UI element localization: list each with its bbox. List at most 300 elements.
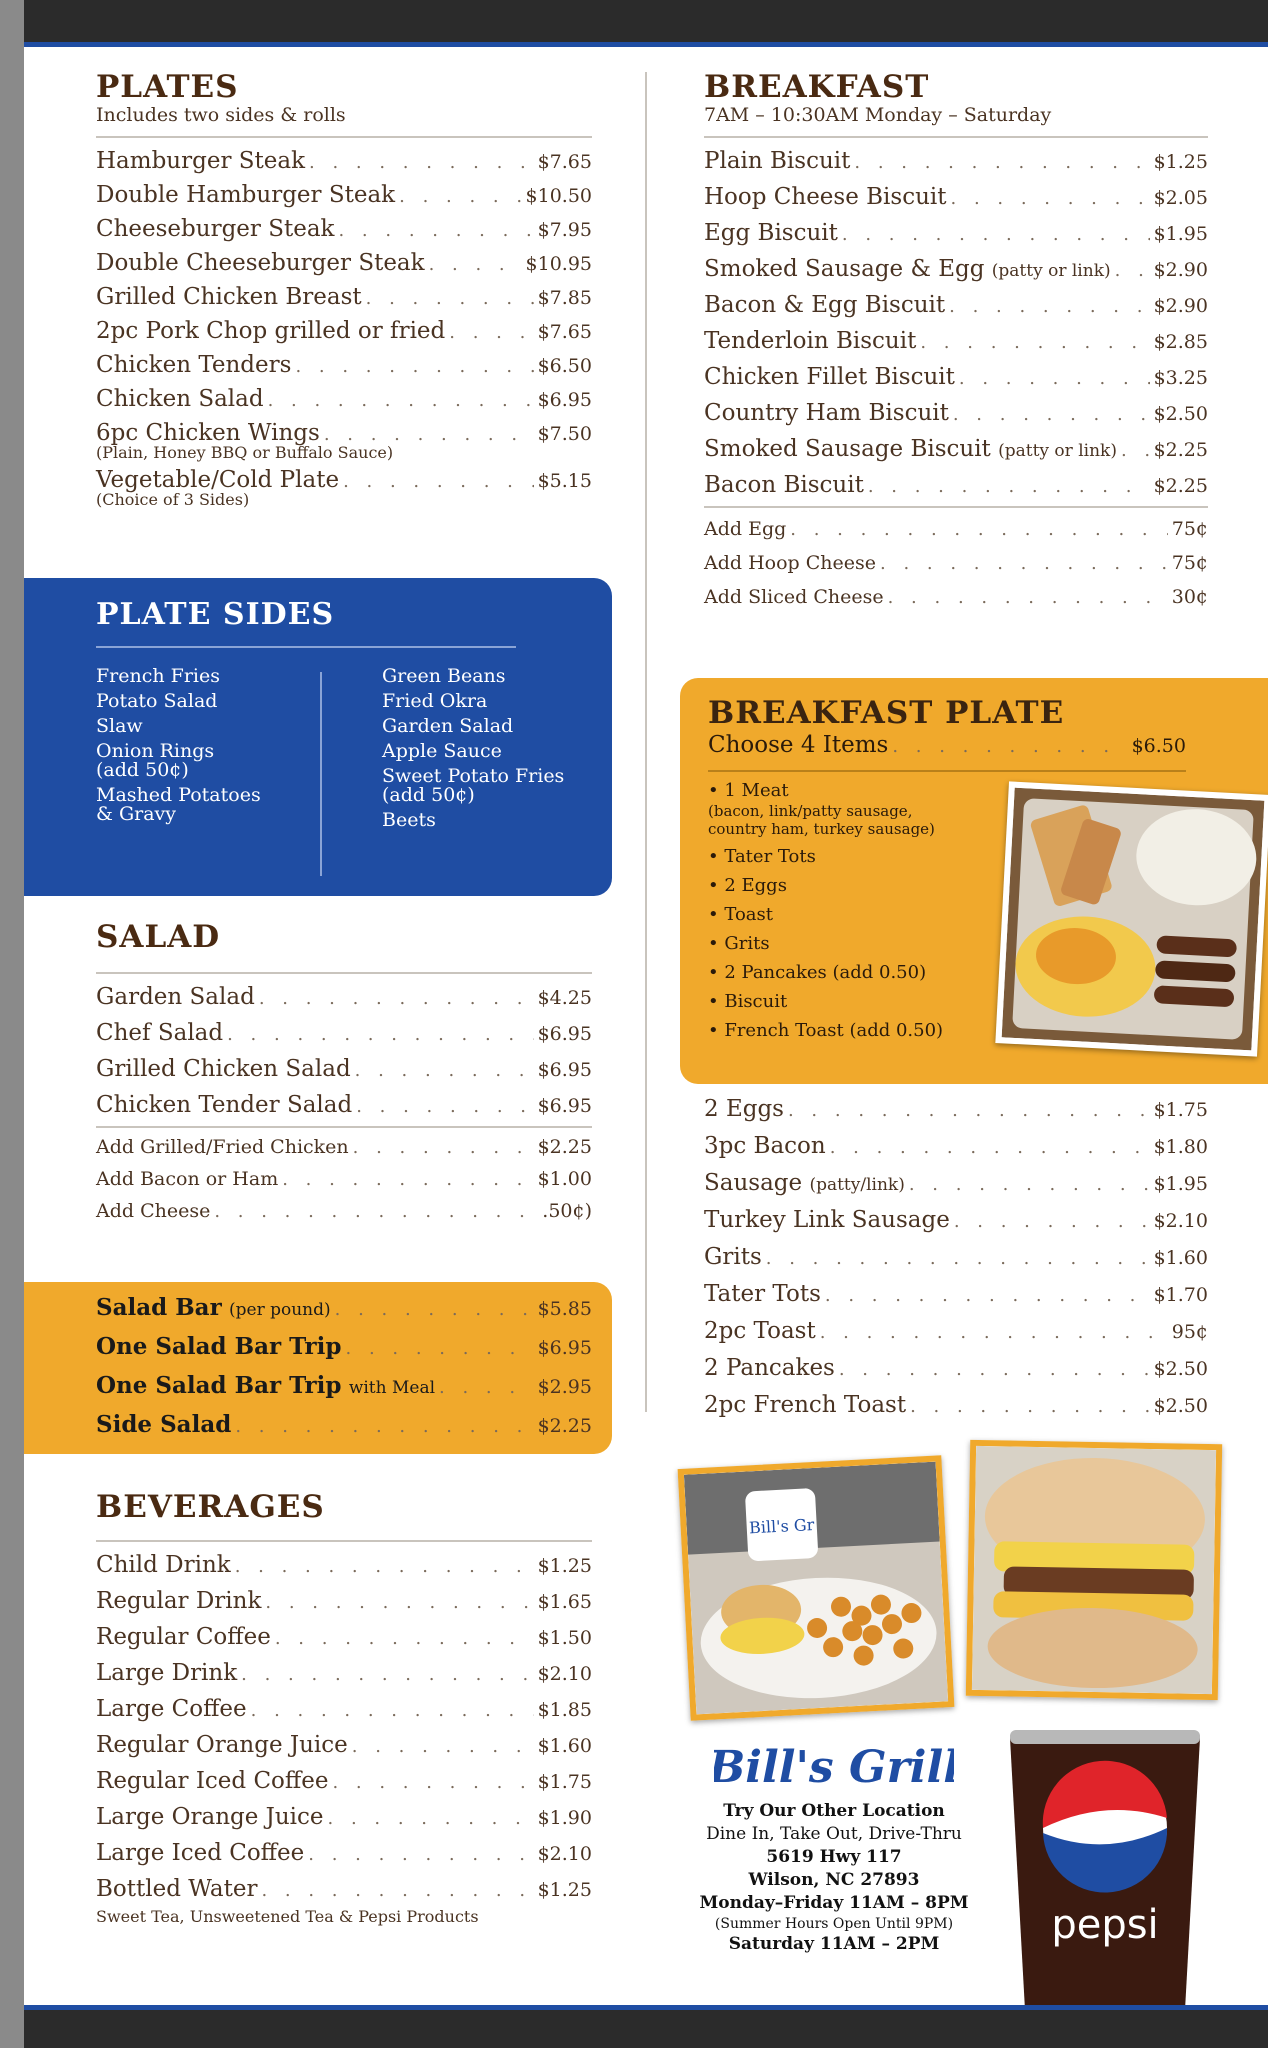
leader-dots bbox=[880, 553, 1168, 574]
item-name bbox=[96, 1804, 324, 1830]
item-price: $1.25 bbox=[537, 1555, 592, 1577]
menu-item bbox=[704, 292, 1208, 318]
side-item: Green Beans bbox=[382, 665, 506, 687]
item-name bbox=[96, 1768, 328, 1794]
item-price: $1.95 bbox=[1153, 223, 1208, 245]
leader-dots bbox=[343, 471, 534, 492]
item-name bbox=[704, 1096, 784, 1122]
item-name-text: 3pc Bacon bbox=[704, 1133, 826, 1159]
menu-item bbox=[96, 182, 592, 208]
leader-dots bbox=[235, 1556, 534, 1577]
leader-dots bbox=[335, 1299, 534, 1320]
item-price: 75¢ bbox=[1171, 518, 1208, 540]
menu-item bbox=[96, 1840, 592, 1866]
leader-dots bbox=[888, 587, 1168, 608]
item-price: $6.95 bbox=[537, 1337, 592, 1359]
location-address-2: Wilson, NC 27893 bbox=[748, 1870, 920, 1890]
item-price: $1.85 bbox=[537, 1699, 592, 1721]
leader-dots bbox=[259, 988, 534, 1009]
item-name bbox=[704, 220, 838, 246]
item-name-text: Add Sliced Cheese bbox=[704, 586, 884, 608]
item-name-text: Chicken Fillet Biscuit bbox=[704, 364, 955, 390]
leader-dots bbox=[275, 1628, 534, 1649]
item-price: 95¢ bbox=[1171, 1321, 1208, 1343]
beverages-section bbox=[96, 1490, 592, 1925]
breakfast-plate-title: BREAKFAST PLATE bbox=[708, 695, 1065, 731]
item-name-text: Child Drink bbox=[96, 1552, 231, 1578]
item-price: $2.05 bbox=[1153, 187, 1208, 209]
menu-item bbox=[96, 1624, 592, 1650]
item-extra: (patty or link) bbox=[998, 441, 1117, 461]
item-name-text: Regular Coffee bbox=[96, 1624, 271, 1650]
item-name-text: Chicken Salad bbox=[96, 386, 264, 412]
item-price: $2.50 bbox=[1153, 1395, 1208, 1417]
leader-dots bbox=[449, 322, 533, 343]
menu-item bbox=[96, 984, 592, 1010]
plates-subtitle: Includes two sides & rolls bbox=[96, 104, 346, 126]
plates-title: PLATES bbox=[96, 69, 239, 105]
plates-section bbox=[96, 70, 592, 508]
side-item: & Gravy bbox=[96, 803, 177, 825]
item-price: $1.80 bbox=[1153, 1136, 1208, 1158]
item-name bbox=[96, 1588, 261, 1614]
item-price: $5.85 bbox=[537, 1298, 592, 1320]
item-name bbox=[704, 1392, 906, 1418]
location-address-1: 5619 Hwy 117 bbox=[766, 1847, 902, 1867]
menu-item bbox=[704, 1392, 1208, 1418]
item-name bbox=[96, 352, 291, 378]
leader-dots bbox=[214, 1201, 538, 1222]
item-name bbox=[96, 148, 305, 174]
item-name bbox=[96, 1056, 351, 1082]
item-price: $1.75 bbox=[537, 1771, 592, 1793]
side-item: Fried Okra bbox=[382, 690, 488, 712]
plate-option: • Biscuit bbox=[708, 991, 788, 1012]
leader-dots bbox=[892, 736, 1127, 757]
menu-item bbox=[96, 386, 592, 412]
item-name bbox=[96, 984, 255, 1010]
item-name-text: Grilled Chicken Breast bbox=[96, 284, 362, 310]
side-item: Mashed Potatoes bbox=[96, 784, 261, 806]
side-item: Potato Salad bbox=[96, 690, 218, 712]
choose-price: $6.50 bbox=[1131, 735, 1186, 757]
item-name-text: One Salad Bar Trip bbox=[96, 1372, 342, 1399]
side-item: Apple Sauce bbox=[382, 740, 502, 762]
menu-item bbox=[704, 364, 1208, 390]
item-price: $2.50 bbox=[1153, 403, 1208, 425]
item-name-text: Turkey Link Sausage bbox=[704, 1207, 950, 1233]
leader-dots bbox=[366, 288, 534, 309]
biscuit-tots-photo bbox=[678, 1455, 955, 1720]
item-name bbox=[96, 1372, 435, 1399]
item-name bbox=[96, 1200, 210, 1222]
choose-label: Choose 4 Items bbox=[708, 732, 889, 758]
divider bbox=[708, 770, 1186, 772]
leader-dots bbox=[439, 1377, 534, 1398]
menu-item bbox=[704, 1170, 1208, 1196]
item-name bbox=[704, 292, 945, 318]
side-item: Slaw bbox=[96, 715, 143, 737]
item-name-text: Vegetable/Cold Plate bbox=[96, 467, 340, 493]
location-hours-note: (Summer Hours Open Until 9PM) bbox=[714, 1916, 954, 1932]
menu-item bbox=[704, 1133, 1208, 1159]
salad-section bbox=[96, 920, 592, 1222]
menu-item bbox=[96, 284, 592, 310]
divider bbox=[96, 1540, 592, 1542]
leader-dots bbox=[332, 1772, 533, 1793]
item-price: 75¢ bbox=[1171, 552, 1208, 574]
beverages-title: BEVERAGES bbox=[96, 1489, 325, 1525]
item-name bbox=[96, 1168, 278, 1190]
item-name-text: 2pc Toast bbox=[704, 1318, 816, 1344]
item-name bbox=[704, 400, 949, 426]
item-name bbox=[704, 1207, 950, 1233]
item-extra: (patty/link) bbox=[809, 1175, 905, 1195]
menu-item bbox=[96, 1136, 592, 1158]
item-name bbox=[96, 1876, 257, 1902]
side-item: French Fries bbox=[96, 665, 221, 687]
item-name bbox=[704, 1281, 821, 1307]
item-name-text: Chef Salad bbox=[96, 1020, 224, 1046]
item-name-text: 6pc Chicken Wings bbox=[96, 420, 320, 446]
breakfast-hours: 7AM – 10:30AM Monday – Saturday bbox=[704, 104, 1052, 126]
leader-dots bbox=[309, 152, 534, 173]
location-heading: Try Our Other Location bbox=[723, 1801, 945, 1821]
menu-item bbox=[704, 552, 1208, 574]
leader-dots bbox=[261, 1880, 533, 1901]
menu-item bbox=[96, 352, 592, 378]
item-name-text: Add Hoop Cheese bbox=[704, 552, 876, 574]
item-name-text: One Salad Bar Trip bbox=[96, 1333, 342, 1360]
item-name bbox=[96, 250, 425, 276]
item-extra: with Meal bbox=[348, 1378, 436, 1398]
beverages-note: Sweet Tea, Unsweetened Tea & Pepsi Products bbox=[96, 1907, 479, 1926]
item-name-text: Add Egg bbox=[704, 518, 787, 540]
item-name bbox=[704, 1170, 905, 1196]
item-name bbox=[704, 1318, 816, 1344]
leader-dots bbox=[854, 152, 1149, 173]
item-price: $7.65 bbox=[537, 151, 592, 173]
leader-dots bbox=[920, 332, 1149, 353]
meat-note-1: (bacon, link/patty sausage, bbox=[708, 802, 913, 820]
side-item: Sweet Potato Fries bbox=[382, 765, 565, 787]
plate-option: • 2 Pancakes (add 0.50) bbox=[708, 962, 927, 983]
plate-sides-right bbox=[382, 664, 564, 833]
item-price: $1.25 bbox=[1153, 151, 1208, 173]
breakfast-plate-choose bbox=[708, 732, 1186, 758]
menu-item bbox=[704, 472, 1208, 498]
item-name bbox=[704, 184, 947, 210]
item-price: $7.65 bbox=[537, 321, 592, 343]
pepsi-cup-image bbox=[1000, 1718, 1210, 2010]
item-extra: (patty or link) bbox=[991, 261, 1111, 281]
leader-dots bbox=[235, 1416, 533, 1437]
item-price: $6.95 bbox=[537, 1023, 592, 1045]
menu-item bbox=[96, 216, 592, 242]
item-name-text: Bacon & Egg Biscuit bbox=[704, 292, 946, 318]
mug-text: Bill's Gr bbox=[748, 1515, 815, 1538]
divider bbox=[96, 1126, 592, 1128]
item-name bbox=[96, 182, 395, 208]
item-price: $1.50 bbox=[537, 1627, 592, 1649]
item-price: $3.25 bbox=[1153, 367, 1208, 389]
item-price: $10.50 bbox=[525, 185, 592, 207]
leader-dots bbox=[399, 186, 521, 207]
item-price: $7.95 bbox=[537, 219, 592, 241]
leader-dots bbox=[251, 1700, 534, 1721]
item-name-text: Plain Biscuit bbox=[704, 148, 851, 174]
item-name bbox=[96, 1136, 349, 1158]
item-price: $2.10 bbox=[537, 1663, 592, 1685]
breakfast-title: BREAKFAST bbox=[704, 69, 930, 105]
menu-item bbox=[96, 148, 592, 174]
breakfast-plate-box bbox=[680, 678, 1268, 1084]
item-name-text: 2pc French Toast bbox=[704, 1392, 907, 1418]
leader-dots bbox=[324, 424, 534, 445]
menu-item bbox=[96, 1056, 592, 1082]
leader-dots bbox=[953, 404, 1150, 425]
top-bar bbox=[24, 0, 1268, 47]
menu-item bbox=[96, 250, 592, 276]
menu-item bbox=[704, 256, 1208, 282]
item-name bbox=[704, 328, 916, 354]
side-item: (add 50¢) bbox=[382, 784, 475, 806]
item-name bbox=[96, 1020, 223, 1046]
menu-item bbox=[704, 518, 1208, 540]
item-name-text: Large Orange Juice bbox=[96, 1804, 324, 1830]
item-name-text: Double Hamburger Steak bbox=[96, 182, 396, 208]
item-price: $1.60 bbox=[1153, 1247, 1208, 1269]
side-item: Garden Salad bbox=[382, 715, 514, 737]
sandwich-photo bbox=[966, 1440, 1222, 1700]
item-name bbox=[96, 1411, 231, 1438]
item-price: $7.50 bbox=[537, 423, 592, 445]
leader-dots bbox=[429, 254, 522, 275]
item-name bbox=[704, 148, 850, 174]
item-name bbox=[96, 1624, 271, 1650]
leader-dots bbox=[328, 1808, 534, 1829]
item-name-text: Large Drink bbox=[96, 1660, 238, 1686]
divider bbox=[96, 646, 516, 648]
menu-item bbox=[96, 1696, 592, 1722]
plate-sides-left bbox=[96, 664, 261, 827]
menu-item bbox=[704, 400, 1208, 426]
item-price: $1.00 bbox=[537, 1168, 592, 1190]
meat-label: • 1 Meat bbox=[708, 780, 789, 801]
item-price: $1.65 bbox=[537, 1591, 592, 1613]
leader-dots bbox=[842, 224, 1150, 245]
item-name-text: Regular Iced Coffee bbox=[96, 1768, 329, 1794]
leader-dots bbox=[788, 1100, 1150, 1121]
item-name-text: Sausage bbox=[704, 1170, 803, 1196]
item-price: $1.90 bbox=[537, 1807, 592, 1829]
item-name-text: Regular Drink bbox=[96, 1588, 262, 1614]
location-hours-1: Monday–Friday 11AM – 8PM bbox=[699, 1893, 969, 1913]
item-name-text: Large Iced Coffee bbox=[96, 1840, 305, 1866]
leader-dots bbox=[909, 1174, 1150, 1195]
menu-item bbox=[704, 1318, 1208, 1344]
item-name bbox=[96, 284, 362, 310]
item-name-text: Add Grilled/Fried Chicken bbox=[96, 1136, 349, 1158]
item-name bbox=[96, 216, 334, 242]
location-hours-2: Saturday 11AM – 2PM bbox=[728, 1934, 940, 1954]
leader-dots bbox=[227, 1024, 533, 1045]
divider bbox=[704, 506, 1208, 508]
item-name-text: Country Ham Biscuit bbox=[704, 400, 949, 426]
plate-option: • 2 Eggs bbox=[708, 875, 787, 896]
sandwich-image bbox=[972, 1446, 1216, 1694]
leader-dots bbox=[766, 1248, 1150, 1269]
menu-item bbox=[96, 1660, 592, 1686]
logo-text: Bill's Grill bbox=[714, 1742, 954, 1793]
leader-dots bbox=[268, 390, 534, 411]
bills-grill-logo bbox=[714, 1720, 954, 1810]
item-name bbox=[704, 364, 955, 390]
item-name-text: Cheeseburger Steak bbox=[96, 216, 335, 242]
leader-dots bbox=[356, 1096, 533, 1117]
salad-bar-list bbox=[96, 1294, 592, 1438]
menu-item bbox=[96, 1168, 592, 1190]
item-name-text: Salad Bar bbox=[96, 1294, 222, 1321]
item-price: $2.25 bbox=[537, 1415, 592, 1437]
item-note: (Choice of 3 Sides) bbox=[96, 490, 250, 509]
menu-item bbox=[704, 1207, 1208, 1233]
breakfast-sides-list bbox=[704, 1096, 1208, 1418]
plate-option: • French Toast (add 0.50) bbox=[708, 1020, 944, 1041]
item-name bbox=[704, 1244, 762, 1270]
item-name-text: Tenderloin Biscuit bbox=[704, 328, 917, 354]
item-name bbox=[96, 386, 264, 412]
item-name-text: Large Coffee bbox=[96, 1696, 247, 1722]
item-name-text: Hamburger Steak bbox=[96, 148, 306, 174]
leader-dots bbox=[820, 1322, 1168, 1343]
menu-item bbox=[96, 1876, 592, 1902]
plate-sides-box bbox=[24, 578, 612, 896]
menu-item bbox=[704, 328, 1208, 354]
breakfast-plate-photo bbox=[995, 781, 1268, 1056]
leader-dots bbox=[839, 1359, 1150, 1380]
item-price: $6.95 bbox=[537, 389, 592, 411]
leader-dots bbox=[959, 368, 1150, 389]
location-services: Dine In, Take Out, Drive-Thru bbox=[706, 1824, 962, 1844]
item-name bbox=[96, 1696, 247, 1722]
menu-item bbox=[96, 1804, 592, 1830]
item-name-text: Hoop Cheese Biscuit bbox=[704, 184, 947, 210]
item-price: $6.95 bbox=[537, 1095, 592, 1117]
item-price: $1.60 bbox=[537, 1735, 592, 1757]
biscuit-tots-image bbox=[684, 1462, 948, 1715]
leader-dots bbox=[954, 1211, 1150, 1232]
breakfast-section bbox=[704, 70, 1208, 608]
item-name-text: Egg Biscuit bbox=[704, 220, 838, 246]
plate-option: • Toast bbox=[708, 904, 773, 925]
item-name-text: Side Salad bbox=[96, 1411, 232, 1438]
side-item: Onion Rings bbox=[96, 740, 215, 762]
item-name-text: Add Cheese bbox=[96, 1200, 211, 1222]
item-name-text: Garden Salad bbox=[96, 984, 255, 1010]
meat-note-2: country ham, turkey sausage) bbox=[708, 820, 935, 838]
breakfast-plate-image bbox=[1002, 788, 1265, 1051]
item-name bbox=[96, 1732, 348, 1758]
plate-option: • Tater Tots bbox=[708, 846, 816, 867]
item-name bbox=[704, 552, 876, 574]
leader-dots bbox=[910, 1396, 1150, 1417]
item-price: $1.25 bbox=[537, 1879, 592, 1901]
menu-item bbox=[96, 1768, 592, 1794]
item-name bbox=[704, 1355, 835, 1381]
item-name-text: 2 Eggs bbox=[704, 1096, 784, 1122]
item-name-text: Smoked Sausage Biscuit bbox=[704, 436, 991, 462]
item-name bbox=[704, 1133, 826, 1159]
item-name-text: Double Cheeseburger Steak bbox=[96, 250, 425, 276]
salad-title: SALAD bbox=[96, 919, 221, 955]
leader-dots bbox=[868, 476, 1150, 497]
leader-dots bbox=[338, 220, 533, 241]
menu-item bbox=[96, 1588, 592, 1614]
leader-dots bbox=[951, 188, 1150, 209]
item-price: 30¢ bbox=[1171, 586, 1208, 608]
item-name-text: Bottled Water bbox=[96, 1876, 258, 1902]
menu-item bbox=[704, 1355, 1208, 1381]
side-item: (add 50¢) bbox=[96, 759, 189, 781]
divider bbox=[96, 136, 592, 138]
item-price: $5.15 bbox=[537, 470, 592, 492]
leader-dots bbox=[1115, 260, 1150, 281]
item-price: $1.70 bbox=[1153, 1284, 1208, 1306]
item-price: $2.25 bbox=[1153, 439, 1208, 461]
item-price: $2.10 bbox=[1153, 1210, 1208, 1232]
menu-item bbox=[704, 1244, 1208, 1270]
item-name-text: Grilled Chicken Salad bbox=[96, 1056, 351, 1082]
item-price: $2.25 bbox=[1153, 475, 1208, 497]
beverages-list bbox=[96, 1552, 592, 1902]
item-name bbox=[704, 256, 1111, 282]
breakfast-list bbox=[704, 148, 1208, 498]
column-divider bbox=[645, 72, 647, 1412]
logo-image bbox=[714, 1720, 954, 1810]
leader-dots bbox=[295, 356, 533, 377]
location-info bbox=[684, 1800, 984, 1956]
item-price: $2.25 bbox=[537, 1136, 592, 1158]
leader-dots bbox=[352, 1736, 534, 1757]
leader-dots bbox=[825, 1285, 1150, 1306]
item-name bbox=[96, 1840, 304, 1866]
breakfast-plate-list bbox=[708, 842, 943, 1045]
menu-item bbox=[96, 1333, 592, 1360]
leader-dots bbox=[949, 296, 1149, 317]
item-name bbox=[704, 436, 1117, 462]
leader-dots bbox=[308, 1844, 533, 1865]
item-price: $4.25 bbox=[537, 987, 592, 1009]
item-price: $2.10 bbox=[537, 1843, 592, 1865]
leader-dots bbox=[282, 1169, 533, 1190]
item-name-text: Grits bbox=[704, 1244, 762, 1270]
meat-option bbox=[708, 780, 935, 838]
item-name-text: Bacon Biscuit bbox=[704, 472, 864, 498]
leader-dots bbox=[830, 1137, 1150, 1158]
item-name bbox=[96, 1092, 352, 1118]
leader-dots bbox=[355, 1060, 534, 1081]
menu-page bbox=[24, 0, 1268, 2048]
item-price: $2.50 bbox=[1153, 1358, 1208, 1380]
item-price: $2.90 bbox=[1153, 259, 1208, 281]
menu-item bbox=[704, 436, 1208, 462]
salad-bar-box bbox=[24, 1282, 612, 1454]
divider bbox=[96, 972, 592, 974]
divider bbox=[704, 136, 1208, 138]
item-price: $7.85 bbox=[537, 287, 592, 309]
item-name-text: Tater Tots bbox=[704, 1281, 821, 1307]
